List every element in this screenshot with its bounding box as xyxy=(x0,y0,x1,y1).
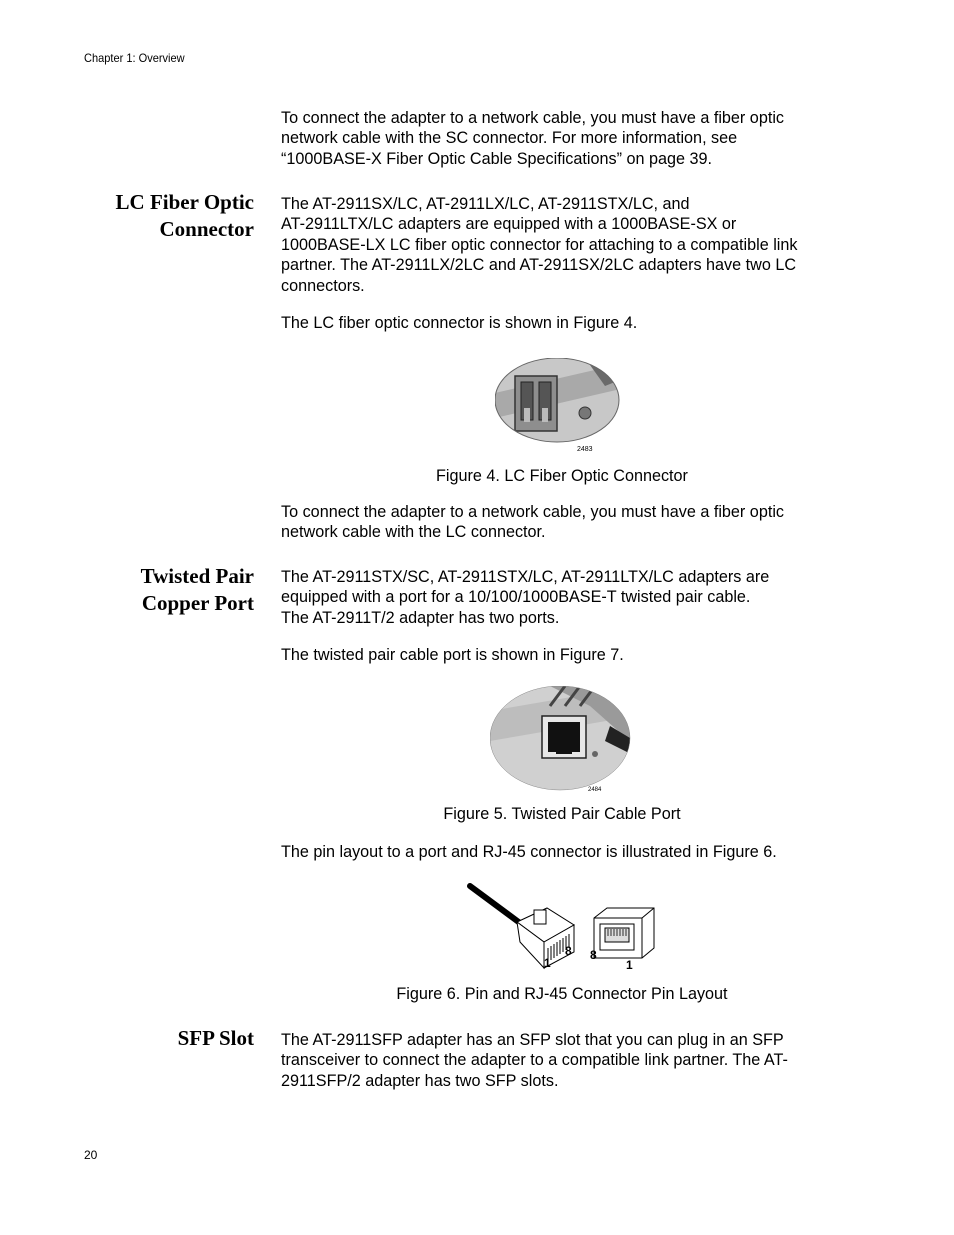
jack-pin-1-label: 1 xyxy=(626,958,633,972)
tp-description-paragraph xyxy=(281,567,851,628)
sfp-description-paragraph xyxy=(281,1030,851,1091)
figure-6-caption: Figure 6. Pin and RJ-45 Connector Pin Layout xyxy=(396,985,728,1003)
paragraph-text: The twisted pair cable port is shown in Figure 7. xyxy=(281,646,624,664)
figure-id-label: 2484 xyxy=(588,787,602,793)
paragraph-text: The LC fiber optic connector is shown in Figure 4. xyxy=(281,314,638,332)
running-header: Chapter 1: Overview xyxy=(84,51,185,65)
paragraph-text: The AT-2911SFP adapter has an SFP slot that you can plug in an SFP transceiver to connect the adapter to a compatible link partner. The AT- 2911SFP/2 adapter has two SFP slots. xyxy=(281,1031,788,1090)
paragraph-text: The AT-2911STX/SC, AT-2911STX/LC, AT-2911LTX/LC adapters are equipped with a port for a 10/100/1000BASE-T twisted pair cable. The AT-2911T/2 adapter has two ports. xyxy=(281,568,770,627)
figure-4-caption: Figure 4. LC Fiber Optic Connector xyxy=(436,467,688,485)
jack-pin-8-label: 8 xyxy=(590,948,597,962)
figure-id-label: 2483 xyxy=(577,446,593,453)
tp-shown-paragraph xyxy=(281,645,851,665)
plug-pin-8-label: 8 xyxy=(565,944,572,958)
paragraph-text: To connect the adapter to a network cable, you must have a fiber optic network cable with the LC connector. xyxy=(281,503,785,542)
plug-pin-1-label: 1 xyxy=(544,956,551,970)
lc-connect-paragraph xyxy=(281,502,851,543)
figure-5-caption: Figure 5. Twisted Pair Cable Port xyxy=(443,805,681,823)
section-heading-lc-fiber-optic: LC Fiber Optic Connector xyxy=(115,190,254,241)
paragraph-text: The AT-2911SX/LC, AT-2911LX/LC, AT-2911STX/LC, and AT-2911LTX/LC adapters are equipped with a 1000BASE-SX or 1000BASE-LX LC fiber optic connector for attaching to a compatible link partner. The AT-2911LX/2LC and AT-2911SX/2LC adapters have two LC connectors. xyxy=(281,195,798,295)
pin-layout-figure xyxy=(462,880,662,975)
section-heading-twisted-pair: Twisted Pair Copper Port xyxy=(140,564,254,615)
twisted-pair-port-figure xyxy=(490,686,635,796)
sc-connect-paragraph xyxy=(281,108,851,169)
rj45-port-illustration xyxy=(490,686,635,796)
lc-connector-illustration xyxy=(495,358,625,458)
section-heading-sfp-slot: SFP Slot xyxy=(177,1026,254,1050)
paragraph-text: To connect the adapter to a network cable, you must have a fiber optic network cable with the SC connector. For more information, see “1000BASE-X Fiber Optic Cable Specifications” on page 39. xyxy=(281,109,785,168)
lc-description-paragraph xyxy=(281,194,851,296)
pin-layout-paragraph xyxy=(281,842,851,862)
lc-connector-figure xyxy=(495,358,625,458)
lc-shown-paragraph xyxy=(281,313,851,333)
paragraph-text: The pin layout to a port and RJ-45 connector is illustrated in Figure 6. xyxy=(281,843,777,861)
page-number: 20 xyxy=(84,1148,98,1162)
